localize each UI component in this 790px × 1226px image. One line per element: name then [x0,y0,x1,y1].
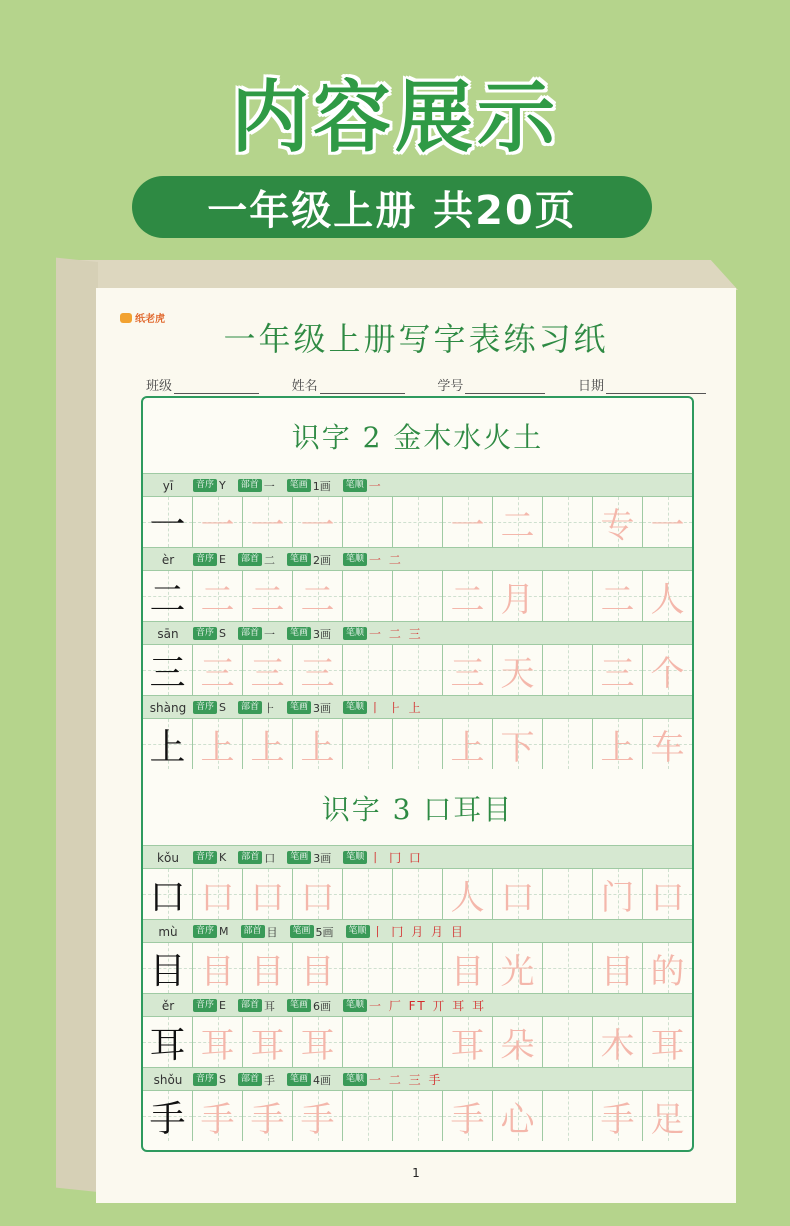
practice-cell[interactable]: 上 [443,719,493,769]
order-field: 音序 K [193,851,226,864]
practice-cell[interactable] [343,645,393,695]
pinyin: èr [161,552,175,567]
character-practice-row [143,718,692,769]
practice-cell[interactable] [343,497,393,547]
hero-subtitle-pill: 一年级上册 共20页 [132,176,652,238]
practice-cell[interactable] [543,645,593,695]
practice-cell[interactable]: 下 [493,719,543,769]
class-field[interactable]: 班级 [146,374,259,394]
practice-cell[interactable]: 一 [193,497,243,547]
practice-cell[interactable]: 上 [193,719,243,769]
character-practice-row [143,1016,692,1067]
practice-cell[interactable]: 个 [643,645,692,695]
practice-cell[interactable]: 门 [593,869,643,919]
practice-cell[interactable]: 口 [193,869,243,919]
practice-cell[interactable] [343,869,393,919]
character-practice-row [143,1090,692,1141]
stroke-sequence-field: 笔顺 丨 冂 月 月 目 [346,923,465,940]
practice-cell[interactable]: 二 [193,571,243,621]
stroke-count-field: 笔画 3画 [287,700,331,716]
stroke-sequence-field: 笔顺 一 厂 FT 丌 耳 耳 [343,997,486,1014]
character-practice-row [143,496,692,547]
character-info-bar [143,695,692,719]
practice-cell[interactable] [393,869,443,919]
order-field: 音序 M [193,925,229,938]
stroke-count-field: 笔画 1画 [287,478,331,494]
character-info-bar [143,919,692,943]
hero-title: 内容展示 [230,73,559,163]
practice-cell[interactable]: 目 [443,943,493,993]
radical-field: 部首 目 [241,924,278,940]
practice-cell[interactable] [343,571,393,621]
radical-field: 部首 手 [238,1072,275,1088]
date-field[interactable]: 日期 [578,374,706,394]
section-title: 识字 2 金木水火土 [291,421,544,454]
practice-cell[interactable]: 口 [293,869,343,919]
practice-cell[interactable]: 上 [293,719,343,769]
pinyin: shàng [149,700,187,715]
practice-cell[interactable] [393,943,443,993]
practice-grid [141,396,694,1152]
practice-cell[interactable]: 目 [243,943,293,993]
practice-cell[interactable]: 足 [643,1091,692,1141]
radical-field: 部首 耳 [238,998,275,1014]
stroke-count-field: 笔画 6画 [287,998,331,1014]
practice-cell[interactable] [543,719,593,769]
section-title: 识字 3 口耳目 [321,793,514,826]
stroke-sequence-field: 笔顺 一 二 三 [343,625,423,642]
stroke-count-field: 笔画 5画 [290,924,334,940]
practice-cell[interactable]: 一 [243,497,293,547]
practice-cell[interactable] [543,869,593,919]
practice-cell[interactable]: 二 [293,571,343,621]
model-character: 耳 [143,1017,193,1067]
practice-cell[interactable]: 一 [643,497,692,547]
radical-field: 部首 口 [238,850,275,866]
stroke-sequence-field: 笔顺 一 二 [343,551,403,568]
stroke-sequence-field: 笔顺 一 [343,477,383,494]
character-practice-row [143,570,692,621]
order-field: 音序 E [193,999,226,1012]
logo-text: 纸老虎 [135,314,165,325]
pinyin: sān [157,626,179,641]
model-character: 三 [143,645,193,695]
practice-cell[interactable]: 手 [593,1091,643,1141]
student-number-field[interactable]: 学号 [437,374,545,394]
character-info-bar [143,547,692,571]
practice-cell[interactable]: 三 [243,645,293,695]
character-info-bar [143,993,692,1017]
practice-cell[interactable]: 耳 [643,1017,692,1067]
practice-cell[interactable]: 光 [493,943,543,993]
practice-cell[interactable]: 朵 [493,1017,543,1067]
practice-cell[interactable]: 一 [443,497,493,547]
practice-cell[interactable] [393,1091,443,1141]
practice-cell[interactable]: 口 [493,869,543,919]
practice-cell[interactable]: 耳 [443,1017,493,1067]
character-info-bar [143,473,692,497]
practice-cell[interactable]: 车 [643,719,692,769]
model-character: 上 [143,719,193,769]
practice-cell[interactable]: 专 [593,497,643,547]
practice-cell[interactable] [343,719,393,769]
practice-cell[interactable]: 人 [643,571,692,621]
practice-cell[interactable] [393,719,443,769]
practice-cell[interactable]: 手 [293,1091,343,1141]
model-character: 目 [143,943,193,993]
student-info-row [146,374,706,394]
practice-cell[interactable]: 三 [193,645,243,695]
practice-cell[interactable] [393,1017,443,1067]
pinyin: ěr [161,998,175,1013]
practice-cell[interactable] [343,1017,393,1067]
order-field: 音序 S [193,627,226,640]
practice-cell[interactable]: 耳 [193,1017,243,1067]
practice-cell[interactable]: 口 [243,869,293,919]
pinyin: mù [158,924,178,939]
practice-cell[interactable]: 三 [293,645,343,695]
model-character: 一 [143,497,193,547]
character-practice-row [143,644,692,695]
stroke-count-field: 笔画 3画 [287,850,331,866]
worksheet-title: 一年级上册写字表练习纸 [223,320,609,358]
practice-cell[interactable]: 手 [443,1091,493,1141]
worksheet-page [96,288,736,1203]
radical-field: 部首 一 [238,478,275,494]
practice-cell[interactable]: 月 [493,571,543,621]
practice-cell[interactable]: 耳 [293,1017,343,1067]
practice-cell[interactable]: 上 [243,719,293,769]
practice-cell[interactable]: 三 [443,645,493,695]
character-info-bar [143,845,692,869]
radical-field: 部首 ⺊ [238,700,275,716]
model-character: 手 [143,1091,193,1141]
pinyin: yī [162,478,174,493]
practice-cell[interactable]: 人 [443,869,493,919]
stroke-sequence-field: 笔顺 丨 ⺊ 上 [343,699,423,716]
practice-cell[interactable] [543,943,593,993]
order-field: 音序 S [193,1073,226,1086]
practice-cell[interactable]: 的 [643,943,692,993]
page-number: 1 [412,1166,420,1180]
order-field: 音序 E [193,553,226,566]
radical-field: 部首 二 [238,552,275,568]
pinyin: kǒu [157,850,179,865]
practice-cell[interactable] [543,1091,593,1141]
practice-cell[interactable]: 手 [243,1091,293,1141]
practice-cell[interactable]: 口 [643,869,692,919]
model-character: 口 [143,869,193,919]
order-field: 音序 Y [193,479,226,492]
name-field[interactable]: 姓名 [292,374,405,394]
order-field: 音序 S [193,701,226,714]
model-character: 二 [143,571,193,621]
character-practice-row [143,868,692,919]
practice-cell[interactable]: 目 [593,943,643,993]
character-info-bar [143,621,692,645]
character-info-bar [143,1067,692,1091]
book-top-edge [58,260,738,290]
practice-cell[interactable]: 耳 [243,1017,293,1067]
stroke-sequence-field: 笔顺 丨 冂 口 [343,849,423,866]
practice-cell[interactable]: 二 [443,571,493,621]
stroke-count-field: 笔画 4画 [287,1072,331,1088]
practice-cell[interactable]: 手 [193,1091,243,1141]
practice-cell[interactable] [543,571,593,621]
practice-cell[interactable] [543,1017,593,1067]
practice-cell[interactable]: 目 [193,943,243,993]
practice-cell[interactable] [393,497,443,547]
practice-cell[interactable]: 二 [493,497,543,547]
stroke-sequence-field: 笔顺 一 二 三 手 [343,1071,442,1088]
practice-cell[interactable]: 一 [293,497,343,547]
practice-cell[interactable]: 目 [293,943,343,993]
practice-cell[interactable]: 心 [493,1091,543,1141]
practice-cell[interactable]: 木 [593,1017,643,1067]
radical-field: 部首 一 [238,626,275,642]
character-practice-row [143,942,692,993]
practice-cell[interactable] [543,497,593,547]
practice-cell[interactable]: 上 [593,719,643,769]
stroke-count-field: 笔画 2画 [287,552,331,568]
practice-cell[interactable] [343,943,393,993]
practice-cell[interactable]: 三 [593,645,643,695]
practice-cell[interactable] [343,1091,393,1141]
book-side-edge [56,258,98,1192]
practice-cell[interactable] [393,571,443,621]
practice-cell[interactable]: 二 [243,571,293,621]
practice-cell[interactable] [393,645,443,695]
practice-cell[interactable]: 天 [493,645,543,695]
stroke-count-field: 笔画 3画 [287,626,331,642]
practice-cell[interactable]: 二 [593,571,643,621]
pinyin: shǒu [153,1072,183,1087]
